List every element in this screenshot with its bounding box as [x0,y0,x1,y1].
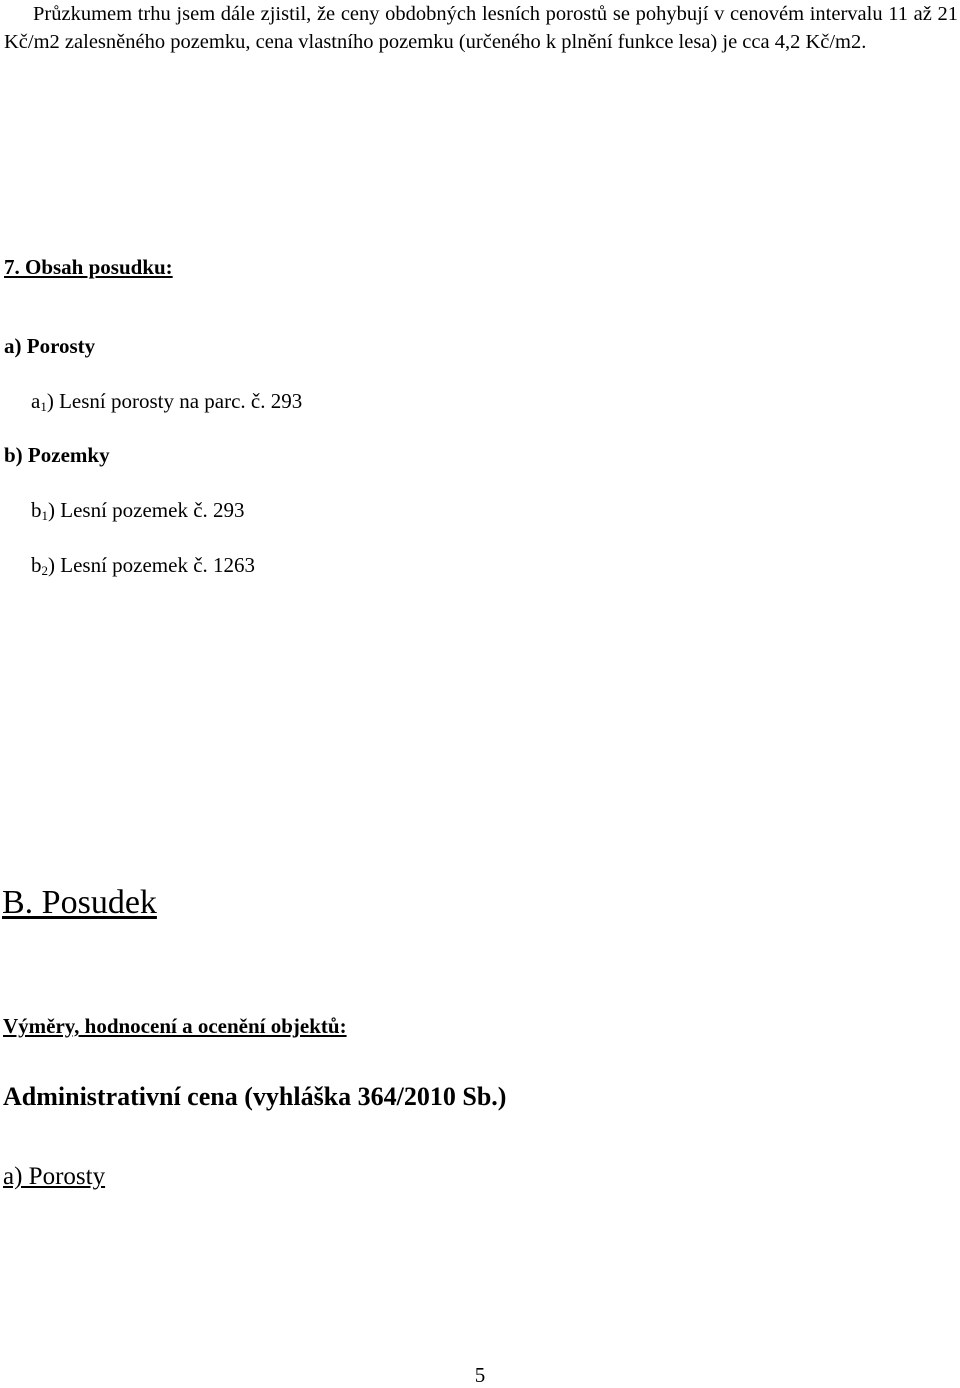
section-7-heading: 7. Obsah posudku: [4,255,173,279]
item-prefix: b [31,553,42,577]
pozemky-heading: b) Pozemky [4,443,110,467]
item-text: ) Lesní porosty na parc. č. 293 [46,389,303,413]
porosty-heading: a) Porosty [4,334,96,358]
intro-paragraph: Průzkumem trhu jsem dále zjistil, že ceny obdobných lesních porostů se pohybují v cenovém intervalu 11 až 21 Kč/m2 zalesněného pozemku, cena vlastního pozemku (určeného k plnění funkce lesa) je cca 4,2 Kč/m2. [4,3,958,53]
item-text: ) Lesní pozemek č. 293 [48,498,245,522]
list-item-a1 [31,389,302,414]
porosty-subheading: a) Porosty [3,1163,106,1190]
vymery-heading: Výměry, hodnocení a ocenění objektů: [3,1014,347,1038]
page-number [0,1363,960,1388]
item-text: ) Lesní pozemek č. 1263 [48,553,256,577]
item-subscript: 1 [41,508,48,523]
page-number-value: 5 [474,1363,486,1387]
item-prefix: a [31,389,41,413]
item-prefix: b [31,498,42,522]
admin-cena-heading: Administrativní cena (vyhláška 364/2010 Sb.) [3,1082,507,1111]
posudek-heading: B. Posudek [2,884,157,921]
item-subscript: 1 [40,399,47,414]
item-subscript: 2 [41,563,48,578]
list-item-b2 [31,553,255,578]
list-item-b1 [31,498,245,523]
